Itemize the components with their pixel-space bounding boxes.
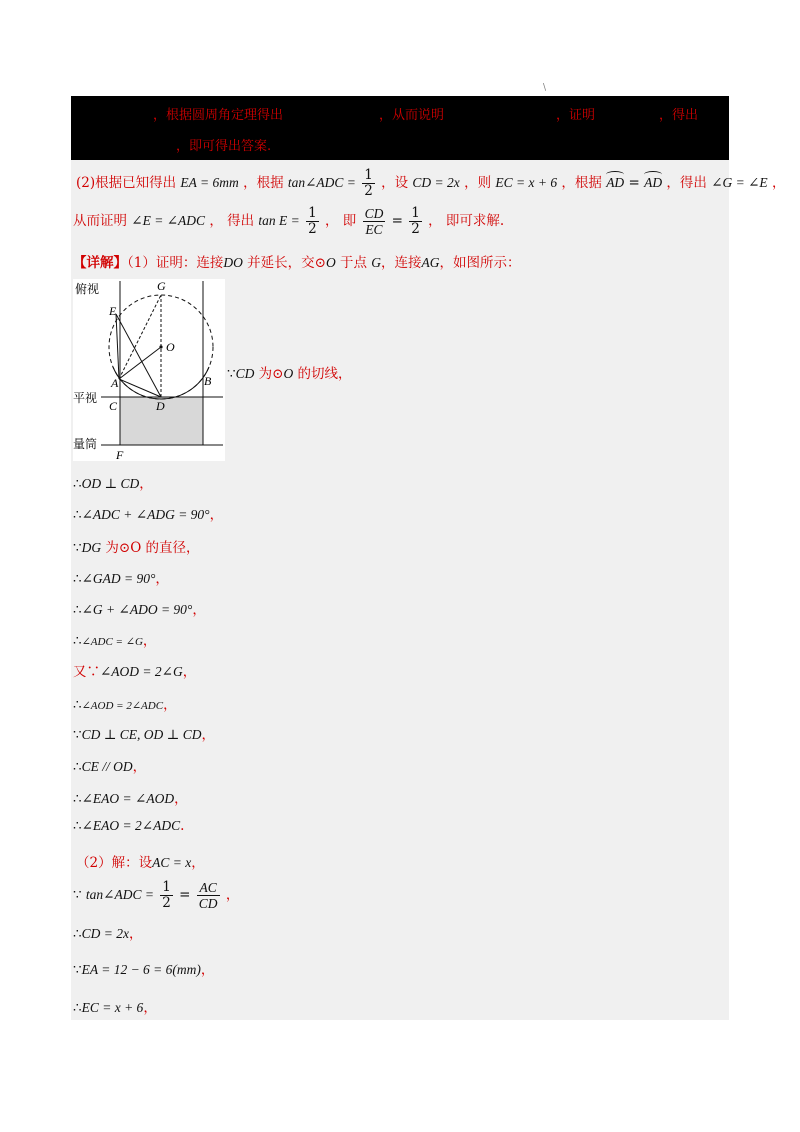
point-label-b: B: [204, 374, 212, 388]
step-math: CE // OD: [81, 759, 133, 774]
fraction: $\frac{1}{2}$: [364, 167, 373, 199]
step-suffix: ，: [192, 602, 206, 618]
hint-text: (2)根据已知得出: [76, 175, 177, 191]
label-fushi: 俯视: [75, 282, 100, 296]
hint-text: ，则: [464, 175, 492, 191]
point-label-o: O: [166, 340, 175, 354]
step-math: ∠EAO = ∠AOD: [81, 791, 175, 806]
step-suffix: .: [180, 818, 185, 834]
detail-label: 【详解】: [73, 255, 127, 271]
step-prefix: ∴: [73, 507, 82, 523]
proof-step: [73, 567, 169, 587]
point-label-a: A: [111, 376, 119, 390]
point-label-g: G: [157, 279, 166, 293]
detail-line: 【详解】（1）证明：连接DO 并延长，交⊙O 于点 G，连接AG，如图所示：: [73, 255, 521, 271]
step-suffix: ，: [163, 697, 177, 713]
step-math: ∠GAD = 90°: [81, 571, 156, 586]
geometry-diagram: [73, 279, 225, 461]
step-prefix: ∴: [73, 759, 82, 775]
step-prefix: ∴: [73, 633, 82, 649]
fraction: $\frac{1}{2}$: [411, 205, 420, 237]
ae-line: [116, 314, 119, 379]
proof-step: [73, 536, 200, 556]
hint-text: 从而证明: [73, 213, 127, 229]
fraction: $\frac{1}{2}$: [308, 205, 317, 237]
hint-math: EC = x + 6: [495, 175, 558, 190]
hint-text: ，得出: [666, 175, 707, 191]
arc-label: AD: [606, 175, 625, 190]
point-label-f: F: [116, 448, 124, 461]
hint-text: ， 即可求解.: [428, 213, 505, 229]
tangent-line: ∵CD 为⊙O 的切线，: [227, 366, 352, 382]
step-prefix: ∴: [73, 571, 82, 587]
step-math: OD ⊥ CD: [81, 476, 140, 491]
fraction: $\frac{AC}{CD}$: [198, 880, 218, 911]
step-suffix: ，: [209, 507, 224, 523]
proof-step: [73, 503, 223, 523]
proof-step: [73, 723, 215, 743]
step-suffix: 为⊙O 的直径，: [101, 540, 200, 556]
arc-label: AD: [644, 175, 663, 190]
label-liangtong: 量筒: [73, 437, 98, 451]
step-suffix: ，: [174, 791, 188, 807]
label-pingshi: 平视: [73, 391, 98, 405]
hint-math: CD = 2x: [412, 175, 460, 190]
top-mark: \: [543, 83, 547, 93]
step-prefix: ∴: [73, 476, 82, 492]
part2-tan-line: ∵ tan∠ADC = $\frac{1}{2}$ = $\frac{AC}{CD}$ ，: [73, 879, 240, 911]
hint-text: ，设: [381, 175, 409, 191]
part2-ec-line: ∴EC = x + 6，: [73, 1000, 157, 1016]
hint-math: tan E =: [258, 213, 300, 228]
step-math: ∠EAO = 2∠ADC: [81, 818, 181, 833]
point-label-c: C: [109, 399, 118, 413]
summary-seg1: ，根据圆周角定理得出: [153, 108, 284, 123]
step-suffix: ，: [182, 664, 197, 680]
proof-step: [73, 693, 177, 713]
redacted-summary-band: [71, 96, 729, 160]
proof-step: [73, 598, 206, 618]
hint-text: ，根据: [243, 175, 284, 191]
step-suffix: ，: [155, 571, 169, 587]
step-math: ∠ADC + ∠ADG = 90°: [81, 507, 210, 522]
proof-step: [73, 818, 184, 834]
step-prefix: ∴: [73, 791, 82, 807]
part2-hint-line2: 从而证明 ∠E = ∠ADC ， 得出 tan E = $\frac{1}{2}$ ， 即 $\frac{CD}{EC}$ = $\frac{1}{2}$ ， 即可求解.: [73, 205, 505, 237]
part2-hint-line1: (2)根据已知得出 EA = 6mm ，根据 tan∠ADC = $\frac{1}{2}$ ，设 CD = 2x ，则 EC = x + 6 ，根据 AD = AD ，得出 ∠G = ∠E ，: [76, 167, 786, 199]
fraction: $\frac{1}{2}$: [162, 879, 171, 911]
step-suffix: ，: [139, 476, 153, 492]
hint-math: ∠E = ∠ADC: [131, 213, 206, 228]
step-math: ∠ADC = ∠G: [81, 636, 143, 648]
part2-cd-line: ∴CD = 2x，: [73, 926, 143, 942]
point-label-d: D: [156, 399, 165, 413]
proof-step: [73, 629, 156, 649]
ed-line: [116, 314, 161, 397]
part2-ea-line: ∵EA = 12 − 6 = 6(mm)，: [73, 962, 215, 978]
hint-math: EA = 6mm: [180, 175, 239, 190]
step-suffix: ，: [132, 759, 147, 775]
step-suffix: ，: [201, 727, 215, 743]
step-math: ∠G + ∠ADO = 90°: [81, 602, 193, 617]
proof-step: [73, 472, 153, 492]
hint-text: ，: [771, 175, 786, 191]
ag-line: [119, 295, 161, 379]
fraction: $\frac{CD}{EC}$: [364, 206, 384, 237]
proof-step: [73, 660, 196, 680]
proof-step: [73, 755, 146, 775]
hint-text: ， 即: [324, 213, 357, 229]
proof-step: [73, 787, 188, 807]
step-prefix: ∴: [73, 818, 82, 834]
step-math: ∠AOD = 2∠ADC: [81, 700, 164, 712]
step-prefix: ∴: [73, 697, 82, 713]
step-math: DG: [81, 540, 102, 555]
step-prefix: ∵: [73, 540, 82, 556]
step-prefix: ∴: [73, 602, 82, 618]
hint-math: tan∠ADC =: [287, 175, 356, 190]
summary-seg4: ，得出: [659, 108, 699, 123]
summary-seg3: ，证明: [556, 108, 596, 123]
hint-text: ， 得出: [209, 213, 255, 229]
geometry-figure: [73, 279, 225, 461]
ao-line: [119, 347, 161, 379]
step-math: ∠AOD = 2∠G: [100, 664, 183, 679]
hint-math: ∠G = ∠E: [711, 175, 768, 190]
center-point: [159, 345, 162, 348]
step-prefix: 又∵: [73, 664, 100, 680]
step-prefix: ∵: [73, 727, 82, 743]
step-math: CD ⊥ CE, OD ⊥ CD: [81, 727, 202, 742]
summary-seg2: ，从而说明: [379, 108, 445, 123]
step-suffix: ，: [142, 633, 157, 649]
part2-line1: （2）解：设AC = x，: [76, 855, 205, 871]
summary-seg5: ，即可得出答案.: [176, 139, 272, 154]
hint-text: ，根据: [561, 175, 602, 191]
point-label-e: E: [109, 304, 117, 318]
